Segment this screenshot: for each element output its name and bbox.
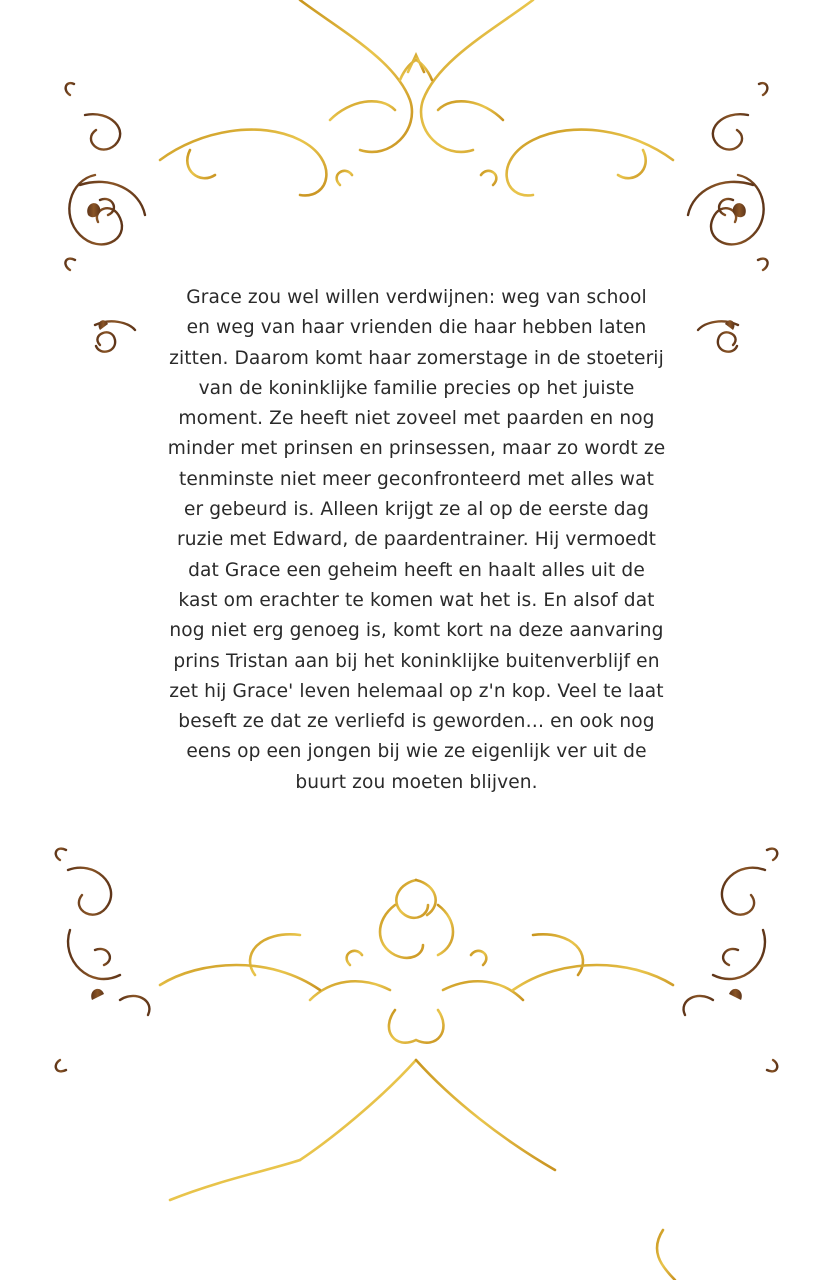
blurb-line: zet hij Grace' leven helemaal op z'n kop. Veel te laat [169, 680, 664, 702]
blurb-line: er gebeurd is. Alleen krijgt ze al op de eerste dag [183, 499, 650, 521]
blurb-line: moment. Ze heeft niet zoveel met paarden en nog [178, 408, 655, 430]
blurb-line: en weg van haar vrienden die haar hebben laten [186, 317, 647, 339]
blurb-line: kast om erachter te komen wat het is. En alsof dat [178, 589, 655, 611]
blurb-line: minder met prinsen en prinsessen, maar zo wordt ze [167, 438, 666, 460]
back-cover-blurb [150, 283, 683, 798]
blurb-line: zitten. Daarom komt haar zomerstage in de stoeterij [169, 347, 664, 369]
blurb-line: Grace zou wel willen verdwijnen: weg van school [186, 287, 647, 308]
blurb-line: tenminste niet meer geconfronteerd met alles wat [178, 468, 655, 490]
blurb-line: beseft ze dat ze verliefd is geworden… en ook nog [178, 711, 655, 733]
blurb-line: dat Grace een geheim heeft en haalt alles uit de [188, 559, 645, 581]
blurb-line: prins Tristan aan bij het koninklijke buitenverblijf en [173, 650, 660, 672]
blurb-line: eens op een jongen bij wie ze eigenlijk ver uit de [186, 741, 647, 763]
blurb-line: van de koninklijke familie precies op het juiste [198, 377, 635, 399]
blurb-line: ruzie met Edward, de paardentrainer. Hij vermoedt [176, 529, 657, 551]
blurb-line: buurt zou moeten blijven. [295, 771, 538, 793]
blurb-line: nog niet erg genoeg is, komt kort na deze aanvaring [169, 620, 664, 642]
